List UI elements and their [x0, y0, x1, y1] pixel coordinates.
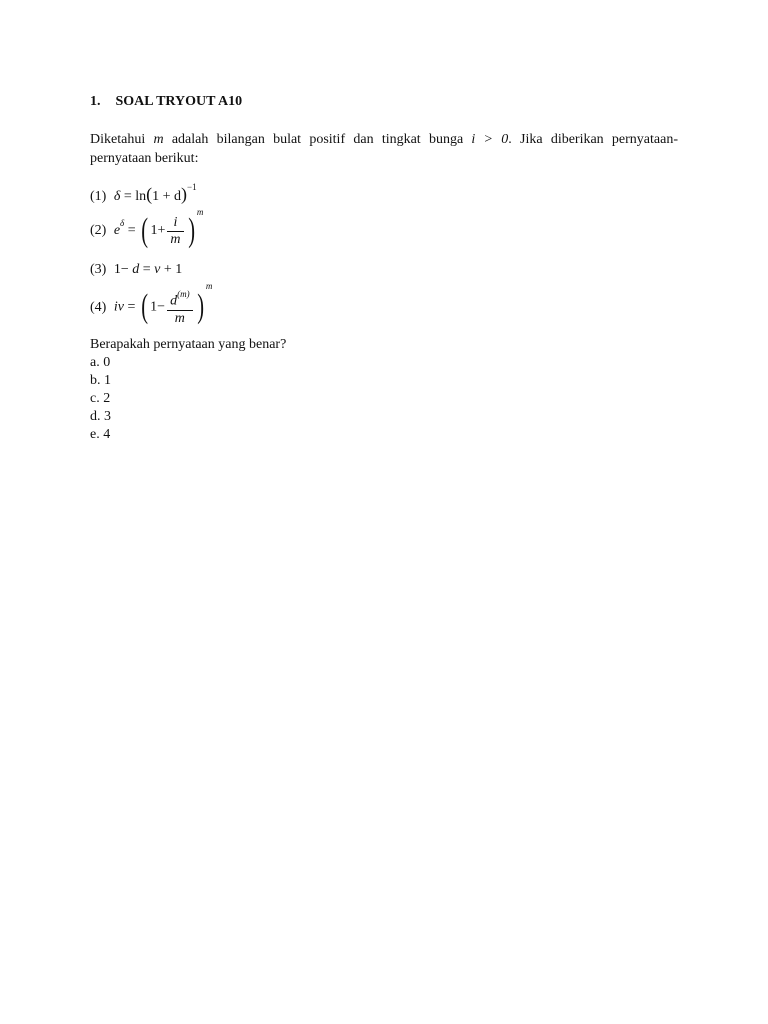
fraction-dm-over-m — [167, 288, 193, 327]
option-c: c. 2 — [90, 391, 111, 406]
question-title: SOAL TRYOUT A10 — [115, 94, 243, 109]
fraction-numerator — [167, 288, 193, 311]
intro-line-2: pernyataan berikut: — [90, 151, 199, 166]
statement-4-label: (4) — [90, 299, 107, 315]
equals-sign: = — [123, 189, 132, 204]
equals-sign: = — [142, 262, 151, 277]
condition-i: i > 0 — [471, 132, 509, 147]
plus-one: + 1 — [163, 262, 183, 277]
iv-term: iv — [113, 299, 124, 315]
paren-close: ) — [181, 184, 188, 204]
paren-open: ( — [146, 184, 153, 204]
option-b: b. 1 — [90, 373, 111, 388]
option-e: e. 4 — [90, 427, 111, 442]
statement-3-label: (3) — [90, 262, 107, 277]
ln-function: ln — [135, 189, 147, 204]
question-prompt: Berapakah pernyataan yang benar? — [90, 337, 287, 352]
exponent: −1 — [187, 182, 197, 193]
intro-text-1: Diketahui — [90, 132, 146, 147]
d-base: d — [170, 293, 178, 309]
statement-2-label: (2) — [90, 223, 107, 239]
question-number: 1. — [90, 94, 101, 109]
one-minus: 1− — [113, 262, 129, 277]
statement-4 — [90, 280, 213, 327]
intro-line-1 — [90, 130, 678, 149]
ln-argument: 1 + d — [152, 189, 182, 204]
exponent: m — [205, 280, 213, 291]
fraction-denominator: m — [174, 310, 185, 326]
var-v: v — [154, 262, 161, 277]
equals-sign: = — [127, 223, 136, 239]
statement-1-label: (1) — [90, 189, 107, 204]
question-heading — [90, 94, 242, 110]
exponent: m — [196, 206, 204, 217]
statement-2 — [90, 206, 204, 249]
equals-sign: = — [127, 299, 136, 315]
fraction-denominator: m — [170, 231, 181, 247]
question-intro — [90, 130, 678, 168]
fraction-i-over-m — [167, 215, 183, 248]
delta-symbol: δ — [113, 189, 121, 204]
option-a: a. 0 — [90, 355, 111, 370]
one-minus: 1− — [150, 299, 166, 315]
intro-text-3: . Jika diberikan pernyataan- — [508, 132, 679, 147]
paren-close: ) — [196, 288, 204, 326]
var-d: d — [132, 262, 140, 277]
intro-text-2: adalah bilangan bulat positif dan tingkat bunga — [171, 132, 464, 147]
e-base: e — [113, 223, 121, 239]
paren-open: ( — [141, 212, 149, 249]
e-exponent: δ — [120, 217, 125, 228]
one-plus: 1+ — [150, 223, 166, 239]
option-d: d. 3 — [90, 409, 111, 424]
var-m: m — [153, 132, 164, 147]
question-block — [90, 336, 286, 444]
fraction-numerator: i — [167, 215, 183, 232]
statement-3 — [90, 262, 182, 278]
statement-1 — [90, 184, 197, 205]
paren-close: ) — [187, 212, 195, 249]
d-superscript: (m) — [177, 289, 190, 299]
paren-open: ( — [141, 288, 148, 326]
